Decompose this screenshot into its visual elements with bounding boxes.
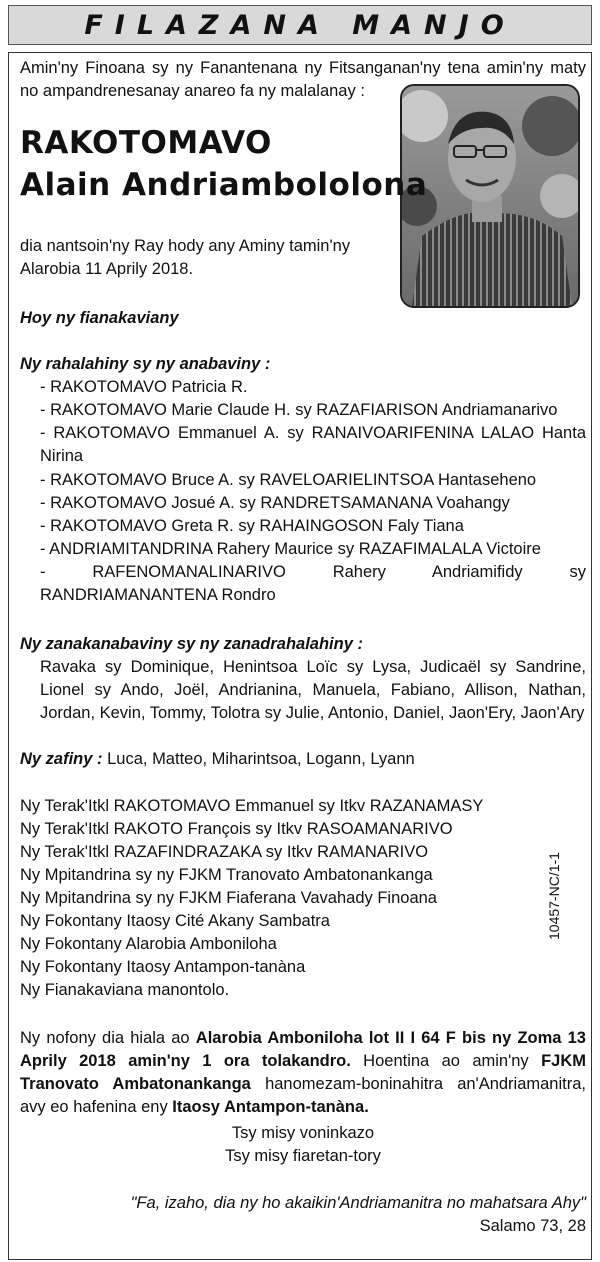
burial-text: Hoentina ao amin'ny (350, 1052, 542, 1070)
list-item: Ny Mpitandrina sy ny FJKM Fiaferana Vavahady Finoana (20, 889, 437, 907)
grandchildren-label: Ny zafiny : (20, 750, 103, 768)
list-item: - RAKOTOMAVO Marie Claude H. sy RAZAFIARISON Andriamanarivo (40, 401, 558, 419)
reference-code: 10457-NC/1-1 (546, 852, 562, 940)
list-item: - RAKOTOMAVO Greta R. sy RAHAINGOSON Faly Tiana (40, 517, 464, 535)
scripture-reference: Salamo 73, 28 (479, 1217, 586, 1235)
list-item: Ny Fianakaviana manontolo. (20, 981, 230, 999)
burial-place-time: Alarobia Amboniloha lot II I 64 F bis ny Zoma 13 Aprily 2018 amin'ny 1 ora tolakandro. (20, 1029, 586, 1070)
deceased-surname: RAKOTOMAVO (20, 125, 272, 161)
burial-text: hanomezam-boninahitra an'Andriamanitra, avy eo hafenina eny (20, 1075, 586, 1116)
list-item: Ny Terak'Itkl RAZAFINDRAZAKA sy Itkv RAMANARIVO (20, 843, 429, 861)
list-item: - RAKOTOMAVO Bruce A. sy RAVELOARIELINTSOA Hantaseheno (40, 471, 537, 489)
grandchildren-line (20, 748, 586, 771)
notice-no-flowers: Tsy misy voninkazo (231, 1124, 375, 1142)
intro-text: Amin'ny Finoana sy ny Fanantenana ny Fitsanganan'ny tena amin'ny maty no ampandrenesanay anareo fa ny malalanay : (20, 59, 586, 100)
list-item: - RAKOTOMAVO Josué A. sy RANDRETSAMANANA Voahangy (40, 494, 510, 512)
list-item: Ny Terak'Itkl RAKOTOMAVO Emmanuel sy Itkv RAZANAMASY (20, 797, 484, 815)
notice-no-wake: Tsy misy fiaretan-tory (225, 1147, 381, 1165)
nephews-label: Ny zanakanabaviny sy ny zanadrahalahiny : (20, 635, 363, 653)
nephews-text: Ravaka sy Dominique, Henintsoa Loïc sy Lysa, Judicaël sy Sandrine, Lionel sy Ando, Joël, Andrianina, Manuela, Fabiano, Allison, Nathan, Jordan, Kevin, Tommy, Tolotra sy Julie, Antonio, Daniel, Jaon'Ery, Jaon'Ary (40, 658, 586, 722)
notice-header (8, 5, 592, 45)
death-line-2: Alarobia 11 Aprily 2018. (20, 260, 194, 278)
list-item: - RAKOTOMAVO Patricia R. (40, 378, 248, 396)
death-line-1: dia nantsoin'ny Ray hody any Aminy tamin'ny (20, 237, 351, 255)
list-item: - RAKOTOMAVO Emmanuel A. sy RANAIVOARIFENINA LALAO Hanta Nirina (40, 424, 586, 465)
list-item: Ny Mpitandrina sy ny FJKM Tranovato Ambatonankanga (20, 866, 433, 884)
list-item: Ny Fokontany Itaosy Cité Akany Sambatra (20, 912, 330, 930)
deceased-given-names: Alain Andriambololona (20, 167, 428, 203)
grandchildren-text: Luca, Matteo, Miharintsoa, Logann, Lyann (102, 750, 415, 768)
list-item: - ANDRIAMITANDRINA Rahery Maurice sy RAZAFIMALALA Victoire (40, 540, 541, 558)
burial-cemetery: Itaosy Antampon-tanàna. (172, 1098, 369, 1116)
list-item: Ny Terak'Itkl RAKOTO François sy Itkv RASOAMANARIVO (20, 820, 453, 838)
burial-paragraph (20, 1027, 586, 1119)
list-item: - RAFENOMANALINARIVO Rahery Andriamifidy sy RANDRIAMANANTENA Rondro (40, 563, 586, 604)
family-label: Hoy ny fianakaviany (20, 309, 179, 327)
list-item: Ny Fokontany Alarobia Amboniloha (20, 935, 277, 953)
burial-church: FJKM Tranovato Ambatonankanga (20, 1052, 586, 1093)
burial-text: Ny nofony dia hiala ao (20, 1029, 196, 1047)
children-label: Ny rahalahiny sy ny anabaviny : (20, 355, 271, 373)
notice-title: FILAZANA MANJO (84, 9, 516, 41)
scripture-quote: "Fa, izaho, dia ny ho akaikin'Andriamanitra no mahatsara Ahy" (130, 1194, 586, 1212)
list-item: Ny Fokontany Itaosy Antampon-tanàna (20, 958, 306, 976)
